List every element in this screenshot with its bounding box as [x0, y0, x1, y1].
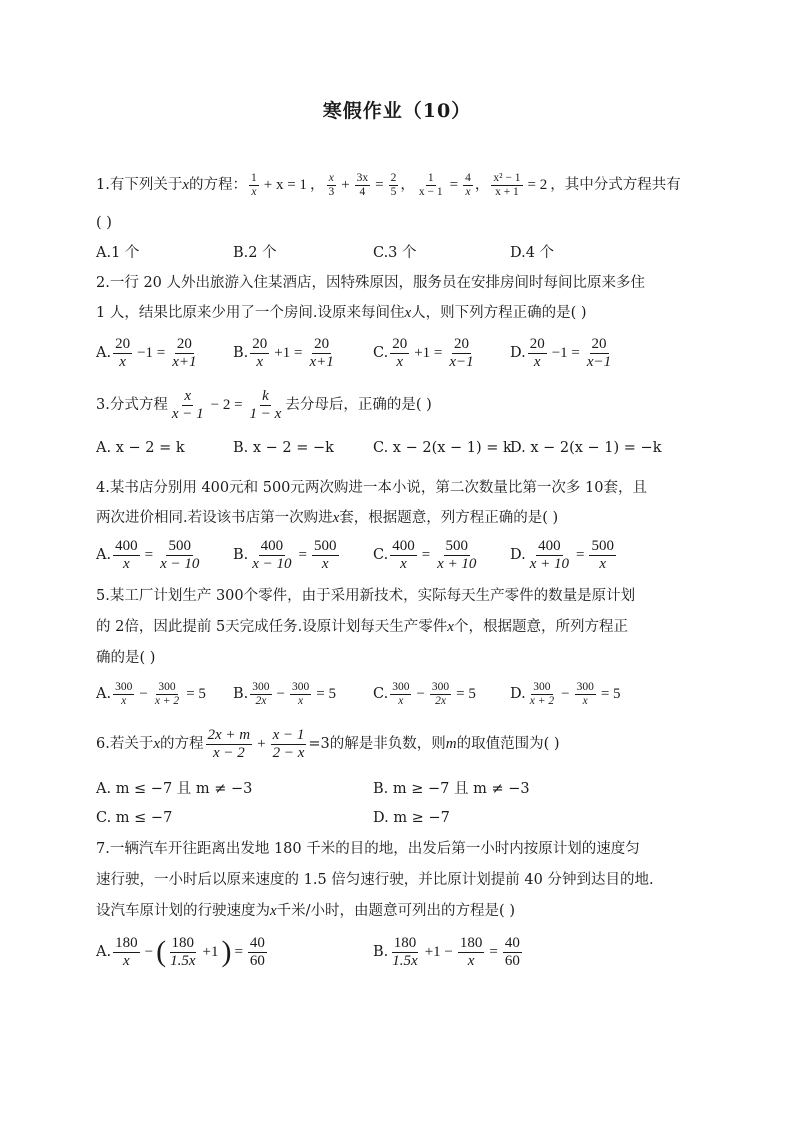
option-c[interactable]: C. $\frac{300}{x}$ − $\frac{300}{2x}$ = 5 [373, 680, 476, 707]
question-7-stem-line2: 速行驶，一小时后以原来速度的 1.5 倍匀速行驶，并比原计划提前 40 分钟到达目的地. [96, 872, 654, 888]
question-4-options [96, 534, 706, 576]
option-d[interactable]: D. x − 2(x − 1) = −k [510, 440, 662, 456]
option-a[interactable]: A. $\frac{300}{x}$ − $\frac{300}{x + 2}$ = 5 [96, 680, 206, 707]
question-5-stem-line3: 确的是( ) [96, 650, 156, 666]
fraction: $\frac{3x}{4}$ [356, 171, 369, 198]
option-d[interactable]: D.4 个 [510, 245, 555, 261]
option-c[interactable]: C. $\frac{400}{x}$ = $\frac{500}{x + 10}$ [373, 537, 477, 572]
fraction: $\frac{4}{x}$ [465, 171, 471, 198]
option-b[interactable]: B.2 个 [233, 245, 277, 261]
question-6-options-row2 [96, 808, 706, 828]
page-title: 寒假作业（10） [322, 100, 472, 122]
question-7-options [96, 930, 706, 974]
question-5-options [96, 673, 706, 715]
question-2-options [96, 332, 706, 374]
option-d[interactable]: D. $\frac{300}{x + 2}$ − $\frac{300}{x}$ = 5 [510, 680, 621, 707]
question-2-stem-line2: 1 人，结果比原来少用了一个房间.设原来每间住x人，则下列方程正确的是( ) [96, 305, 587, 321]
option-d[interactable]: D. m ≥ −7 [373, 810, 450, 826]
option-a[interactable]: A. $\frac{180}{x}$ − ( $\frac{180}{1.5x}$ +1 ) = $\frac{40}{60}$ [96, 934, 265, 969]
fraction: $\frac{x}{3}$ [328, 171, 335, 198]
question-1-blank: ( ) [96, 215, 112, 231]
question-1-stem: 1.有下列关于 x 的方程： $\frac{1}{x}$ + x = 1 ， $\frac{x}{3}$ + $\frac{3x}{4}$ = $\frac{2}{5}$ ， $\frac{1}{x - 1}$ = $\frac{4}{x}$ ， $\frac{\text{x² − 1}}{x + 1}$ = 2 ，其中分式方程共有 [96, 171, 681, 198]
option-a[interactable]: A. $\frac{20}{x}$ −1 = $\frac{20}{x+1}$ [96, 335, 197, 370]
question-4-stem-line2: 两次进价相同.若设该书店第一次购进x套，根据题意，列方程正确的是( ) [96, 510, 559, 526]
option-b[interactable]: B. $\frac{300}{2x}$ − $\frac{300}{x}$ = 5 [233, 680, 336, 707]
question-6-stem: 6.若关于 x 的方程 $\frac{2x + m}{x - 2}$ + $\frac{x - 1}{2 - x}$ =3 的解是非负数，则 m 的取值范围为( ) [96, 726, 560, 761]
option-a[interactable]: A.1 个 [96, 245, 140, 261]
option-a[interactable]: A. $\frac{400}{x}$ = $\frac{500}{x - 10}$ [96, 537, 200, 572]
option-b[interactable]: B. $\frac{180}{1.5x}$ +1 − $\frac{180}{x}$ = $\frac{40}{60}$ [373, 934, 520, 969]
option-a[interactable]: A. m ≤ −7 且 m ≠ −3 [96, 781, 253, 797]
option-b[interactable]: B. m ≥ −7 且 m ≠ −3 [373, 781, 530, 797]
option-c[interactable]: C. m ≤ −7 [96, 810, 173, 826]
question-4-stem-line1: 4.某书店分别用 400元和 500元两次购进一本小说，第二次数量比第一次多 10套，且 [96, 480, 647, 496]
fraction: $\frac{1}{x}$ [251, 171, 257, 198]
question-3-stem: 3.分式方程 $\frac{x}{x - 1}$ − 2 = $\frac{k}{1 - x}$ 去分母后，正确的是( ) [96, 387, 432, 422]
option-b[interactable]: B. x − 2 = −k [233, 440, 334, 456]
option-c[interactable]: C. $\frac{20}{x}$ +1 = $\frac{20}{x-1}$ [373, 335, 474, 370]
question-5-stem-line2: 的 2倍，因此提前 5天完成任务.设原计划每天生产零件x个，根据题意，所列方程正 [96, 619, 628, 635]
question-7-stem-line1: 7.一辆汽车开往距离出发地 180 千米的目的地，出发后第一小时内按原计划的速度匀 [96, 841, 640, 857]
option-c[interactable]: C. x − 2(x − 1) = k [373, 440, 512, 456]
option-a[interactable]: A. x − 2 = k [96, 440, 185, 456]
fraction: $\frac{1}{x - 1}$ [418, 171, 443, 198]
option-c[interactable]: C.3 个 [373, 245, 417, 261]
option-d[interactable]: D. $\frac{400}{x + 10}$ = $\frac{500}{x}$ [510, 537, 614, 572]
fraction: $\frac{\text{x² − 1}}{x + 1}$ [493, 171, 521, 198]
option-b[interactable]: B. $\frac{20}{x}$ +1 = $\frac{20}{x+1}$ [233, 335, 334, 370]
question-7-stem-line3: 设汽车原计划的行驶速度为x千米/小时，由题意可列出的方程是( ) [96, 903, 515, 919]
fraction: $\frac{2}{5}$ [390, 171, 397, 198]
option-d[interactable]: D. $\frac{20}{x}$ −1 = $\frac{20}{x-1}$ [510, 335, 612, 370]
question-5-stem-line1: 5.某工厂计划生产 300个零件，由于采用新技术，实际每天生产零件的数量是原计划 [96, 588, 636, 604]
question-3-options [96, 438, 706, 458]
question-1-options [96, 243, 706, 263]
question-2-stem-line1: 2.一行 20 人外出旅游入住某酒店，因特殊原因，服务员在安排房间时每间比原来多住 [96, 275, 646, 291]
option-b[interactable]: B. $\frac{400}{x - 10}$ = $\frac{500}{x}$ [233, 537, 337, 572]
question-6-options-row1 [96, 779, 706, 799]
